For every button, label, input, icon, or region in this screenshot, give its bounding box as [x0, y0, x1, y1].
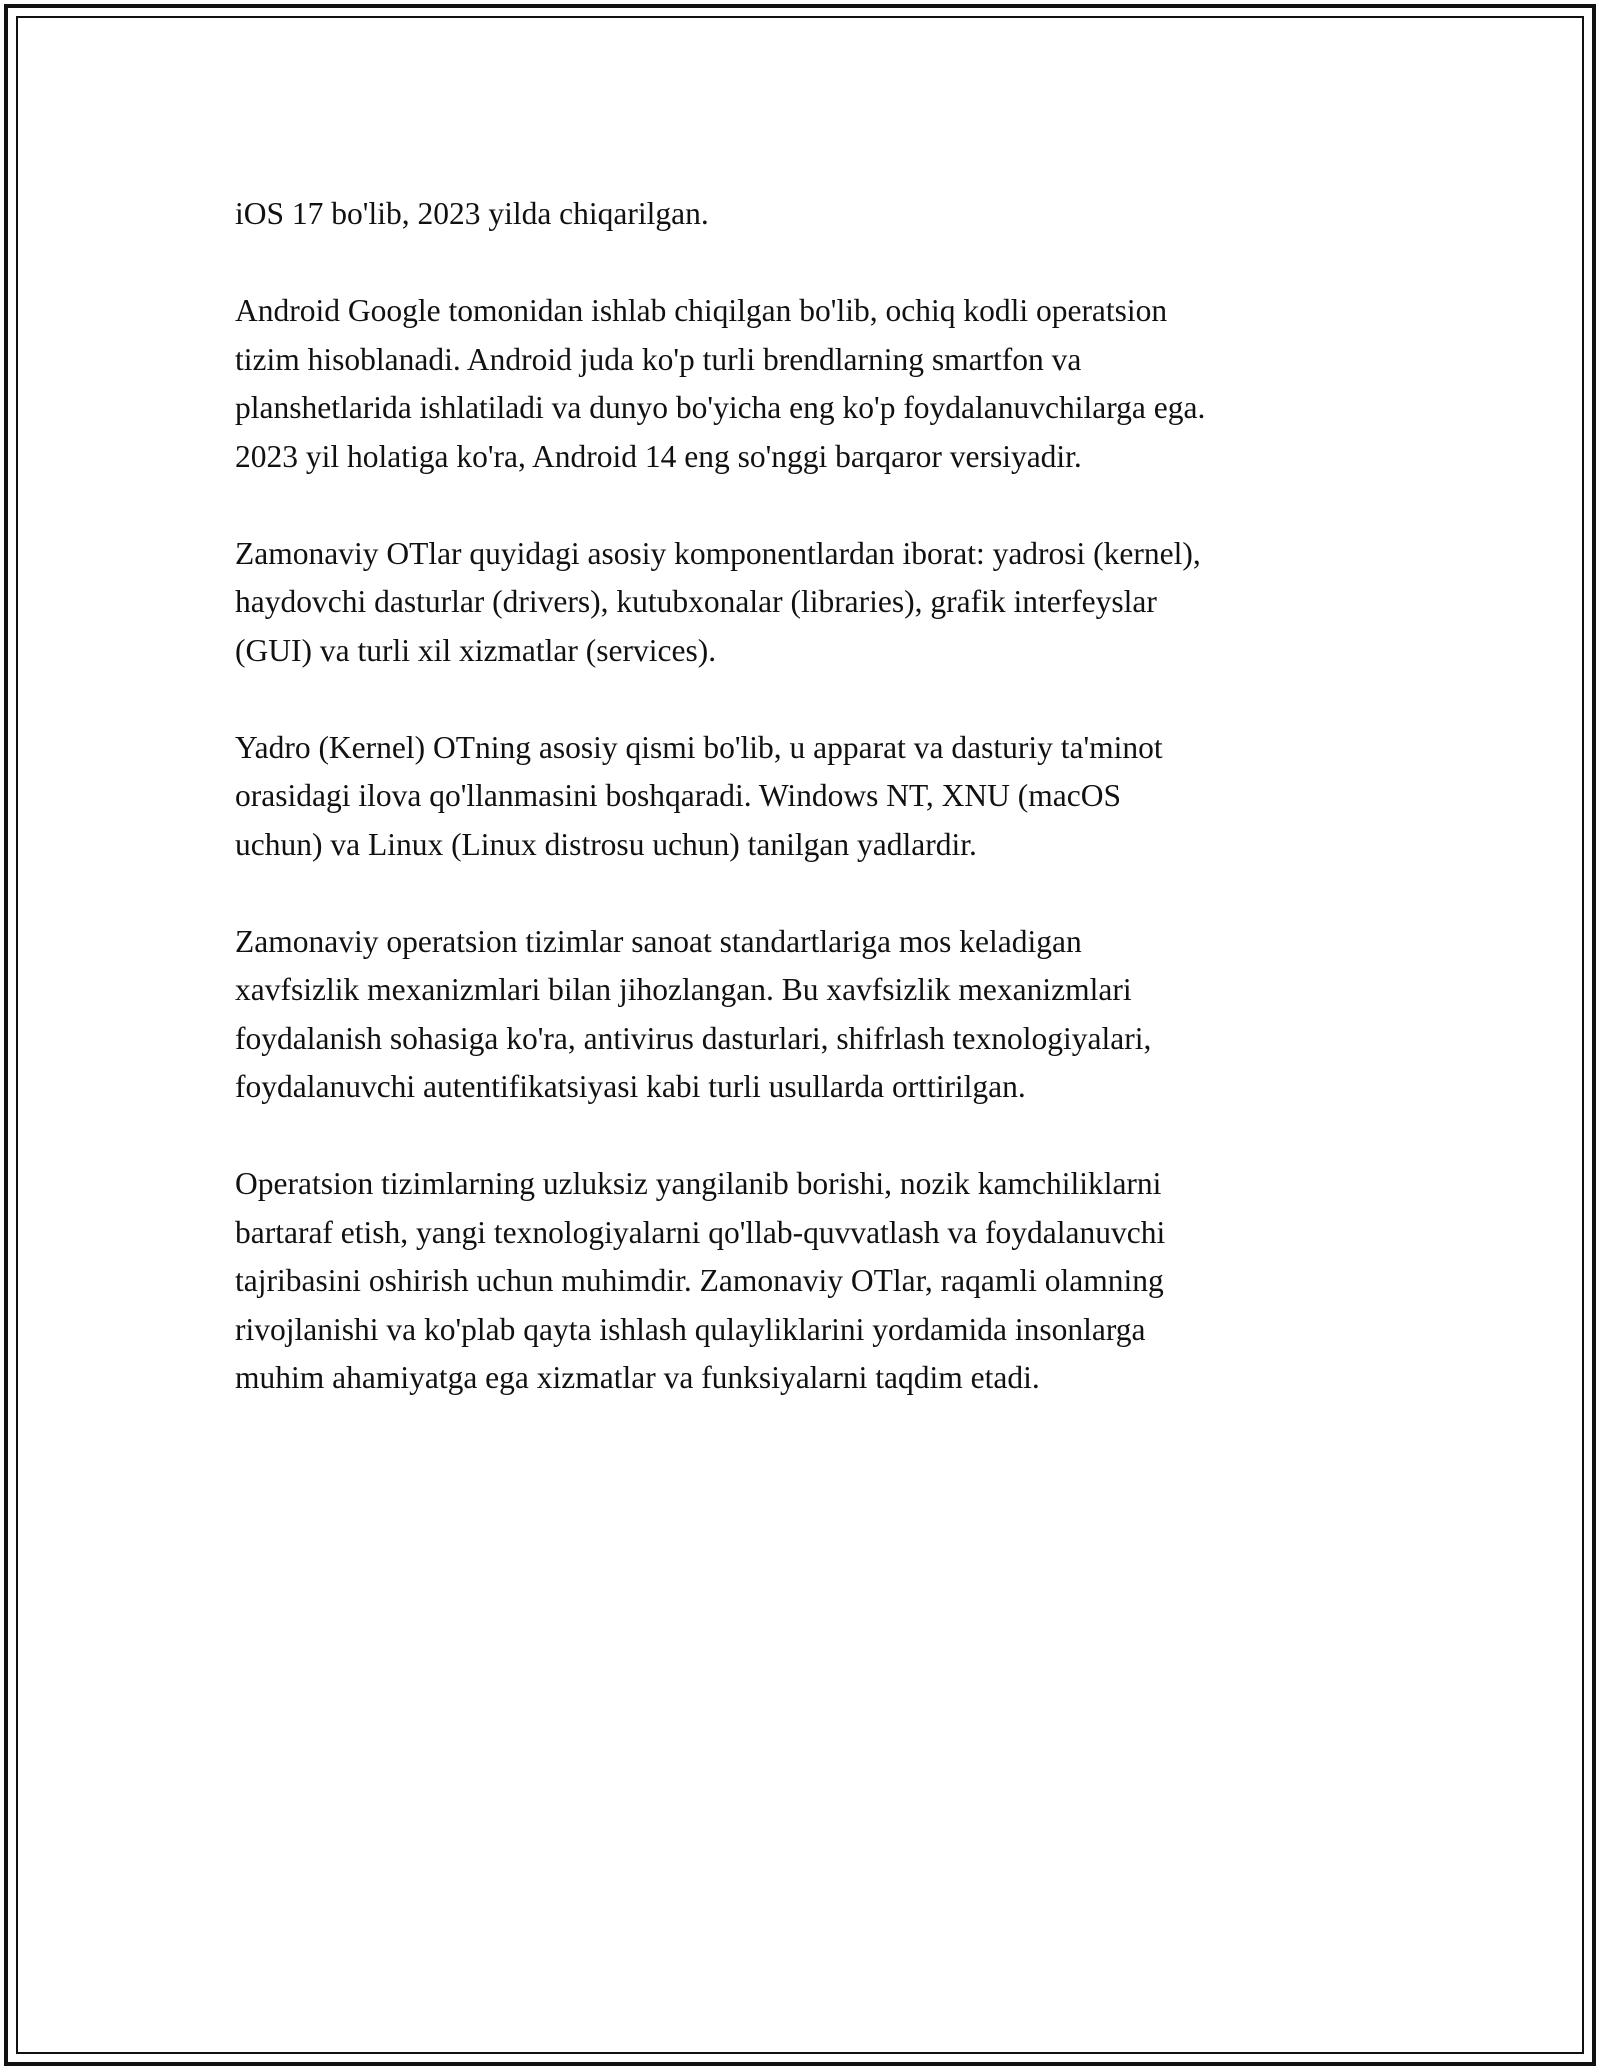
paragraph-updates: Operatsion tizimlarning uzluksiz yangilanib borishi, nozik kamchiliklarni bartaraf etish, yangi texnologiyalarni qo'llab-quvvatlash va foydalanuvchi tajribasini oshirish uchun muhimdir. Zamonaviy OTlar, raqamli olamning rivojlanishi va ko'plab qayta ishlash qulayliklarini yordamida insonlarga muhim ahamiyatga ega xizmatlar va funksiyalarni taqdim etadi. [235, 1166, 1166, 1395]
paragraph-android: Android Google tomonidan ishlab chiqilgan bo'lib, ochiq kodli operatsion tizim hisoblanadi. Android juda ko'p turli brendlarning smartfon va planshetlarida ishlatiladi va dunyo bo'yicha eng ko'p foydalanuvchilarga ega. 2023 yil holatiga ko'ra, Android 14 eng so'nggi barqaror versiyadir. [235, 293, 1206, 474]
paragraph-security: Zamonaviy operatsion tizimlar sanoat standartlariga mos keladigan xavfsizlik mexanizmlari bilan jihozlangan. Bu xavfsizlik mexanizmlari foydalanish sohasiga ko'ra, antivirus dasturlari, shifrlash texnologiyalari, foydalanuvchi autentifikatsiyasi kabi turli usullarda orttirilgan. [235, 923, 1152, 1104]
paragraph-os-components: Zamonaviy OTlar quyidagi asosiy komponentlardan iborat: yadrosi (kernel), haydovchi dasturlar (drivers), kutubxonalar (libraries), grafik interfeyslar (GUI) va turli xil xizmatlar (services). [235, 535, 1201, 668]
document-body [235, 190, 1415, 1451]
paragraph-kernel: Yadro (Kernel) OTning asosiy qismi bo'lib, u apparat va dasturiy ta'minot orasidagi ilova qo'llanmasini boshqaradi. Windows NT, XNU (macOS uchun) va Linux (Linux distrosu uchun) tanilgan yadlardir. [235, 729, 1163, 862]
paragraph-ios: iOS 17 bo'lib, 2023 yilda chiqarilgan. [235, 196, 709, 231]
